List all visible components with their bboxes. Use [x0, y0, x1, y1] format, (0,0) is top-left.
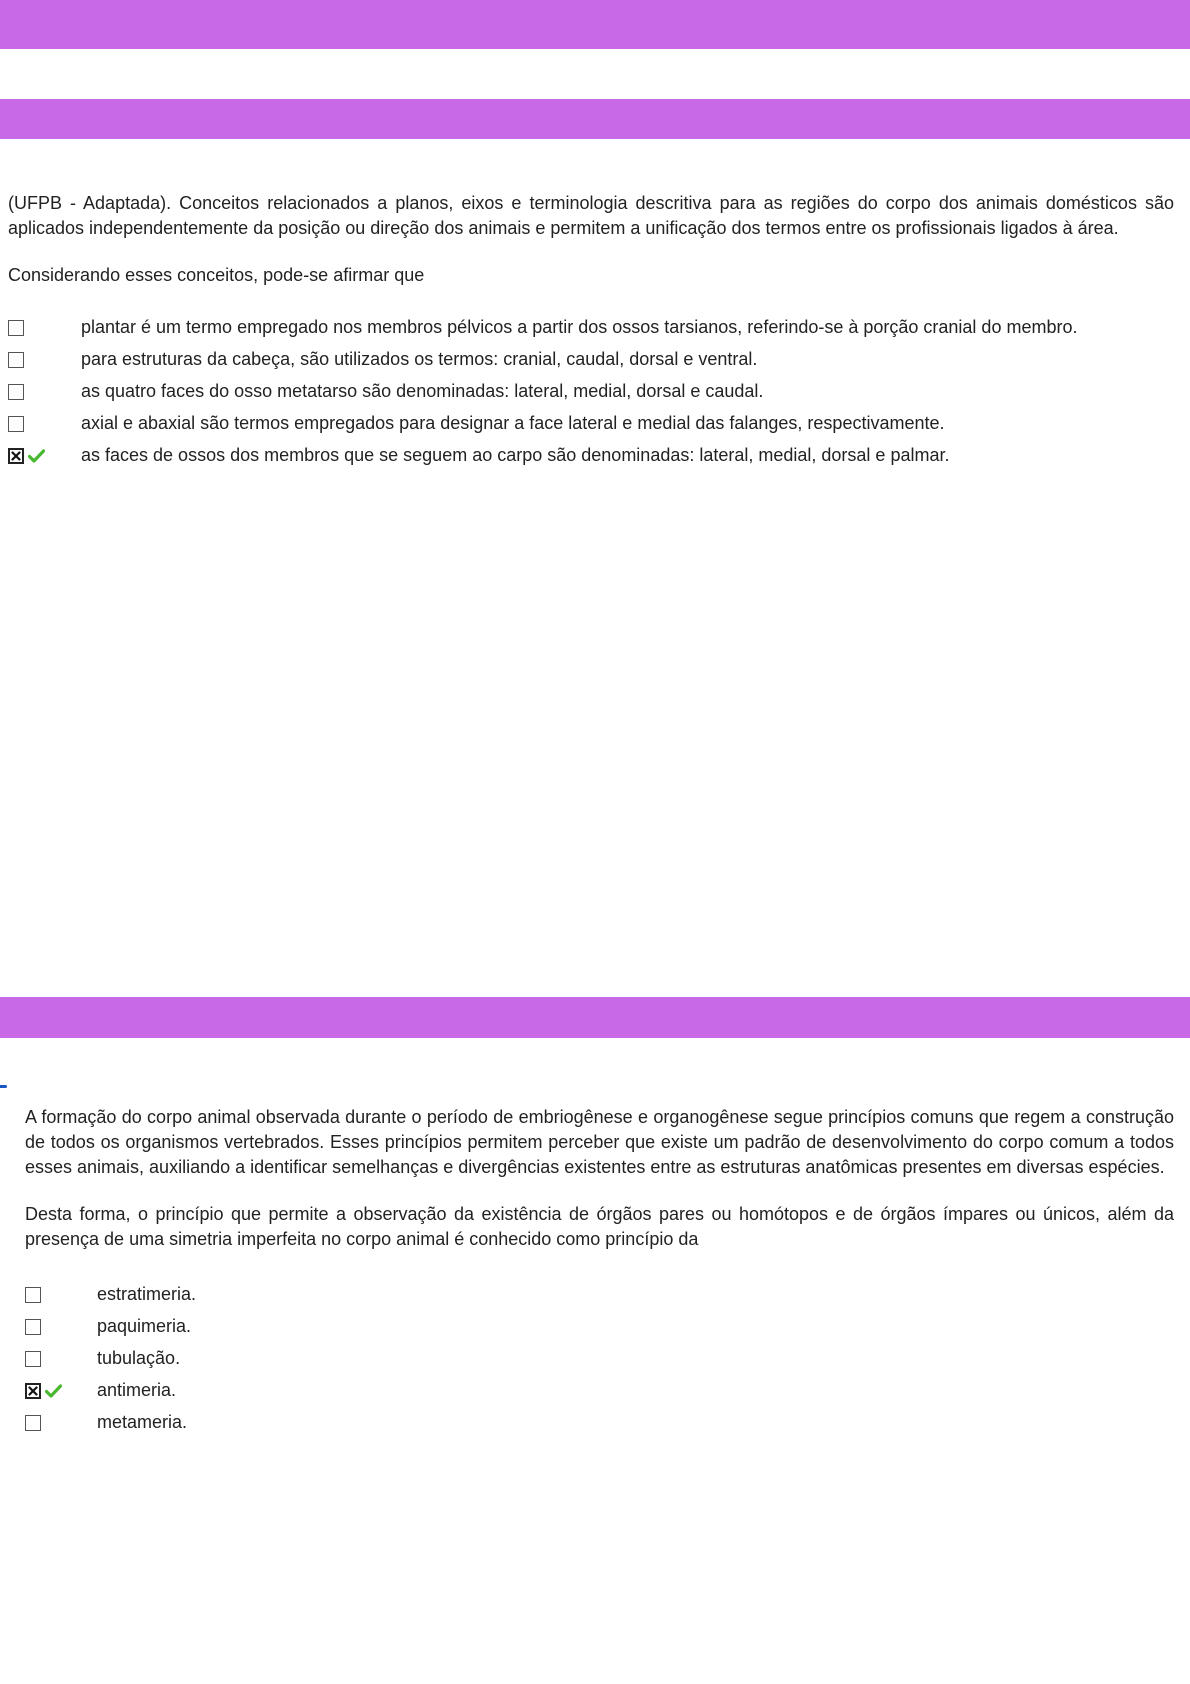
option-mark	[8, 347, 81, 372]
answer-option-selected[interactable]	[8, 443, 1174, 468]
option-text: tubulação.	[97, 1348, 181, 1368]
option-mark	[25, 1346, 97, 1371]
answer-option[interactable]	[25, 1346, 1174, 1371]
option-mark	[25, 1282, 97, 1307]
correct-check-icon	[28, 449, 45, 463]
answer-option[interactable]	[8, 315, 1174, 340]
option-mark	[8, 411, 81, 436]
option-text: as quatro faces do osso metatarso são denominadas: lateral, medial, dorsal e caudal.	[81, 381, 764, 401]
question-2-prompt: Desta forma, o princípio que permite a observação da existência de órgãos pares ou homótopos e de órgãos ímpares ou únicos, além da presença de uma simetria imperfeita no corpo animal é conhecido como princípio da	[25, 1204, 1174, 1249]
correct-check-icon	[45, 1384, 62, 1398]
option-text: axial e abaxial são termos empregados para designar a face lateral e medial das falanges, respectivamente.	[81, 413, 945, 433]
answer-option[interactable]	[8, 411, 1174, 436]
option-mark	[8, 443, 81, 468]
question-1-options	[8, 315, 1174, 468]
option-mark	[25, 1378, 97, 1403]
question-1	[8, 191, 1174, 475]
option-text: as faces de ossos dos membros que se seguem ao carpo são denominadas: lateral, medial, dorsal e palmar.	[81, 445, 950, 465]
option-text: metameria.	[97, 1412, 188, 1432]
option-text: antimeria.	[97, 1380, 177, 1400]
question-1-statement: (UFPB - Adaptada). Conceitos relacionados a planos, eixos e terminologia descritiva para as regiões do corpo dos animais domésticos são aplicados independentemente da posição ou direção dos animais e permitem a unificação dos termos entre os profissionais ligados à área.	[8, 193, 1174, 238]
option-text: paquimeria.	[97, 1316, 192, 1336]
x-mark-icon	[28, 1386, 38, 1396]
empty-checkbox-icon[interactable]	[25, 1351, 41, 1367]
empty-checkbox-icon[interactable]	[8, 384, 24, 400]
question-2-statement: A formação do corpo animal observada durante o período de embriogênese e organogênese segue princípios comuns que regem a construção de todos os organismos vertebrados. Esses princípios permitem perceber que existe um padrão de desenvolvimento do corpo comum a todos esses animais, auxiliando a identificar semelhanças e divergências existentes entre as estruturas anatômicas presentes em diversas espécies.	[25, 1107, 1174, 1177]
empty-checkbox-icon[interactable]	[8, 352, 24, 368]
option-text: plantar é um termo empregado nos membros pélvicos a partir dos ossos tarsianos, referindo-se à porção cranial do membro.	[81, 317, 1078, 337]
empty-checkbox-icon[interactable]	[8, 416, 24, 432]
answer-option[interactable]	[25, 1282, 1174, 1307]
question-2-header-band	[0, 997, 1190, 1038]
x-checkbox-icon[interactable]	[8, 448, 24, 464]
header-band	[0, 0, 1190, 49]
answer-option[interactable]	[25, 1314, 1174, 1339]
option-mark	[25, 1410, 97, 1435]
option-mark	[8, 315, 81, 340]
empty-checkbox-icon[interactable]	[25, 1319, 41, 1335]
answer-option-selected[interactable]	[25, 1378, 1174, 1403]
answer-option[interactable]	[8, 379, 1174, 404]
option-text: para estruturas da cabeça, são utilizados os termos: cranial, caudal, dorsal e ventral.	[81, 349, 758, 369]
empty-checkbox-icon[interactable]	[8, 320, 24, 336]
option-mark	[8, 379, 81, 404]
option-mark	[25, 1314, 97, 1339]
empty-checkbox-icon[interactable]	[25, 1287, 41, 1303]
question-1-header-band	[0, 99, 1190, 139]
x-checkbox-icon[interactable]	[25, 1383, 41, 1399]
question-2	[25, 1105, 1174, 1442]
x-mark-icon	[11, 451, 21, 461]
question-2-options	[25, 1282, 1174, 1435]
empty-checkbox-icon[interactable]	[25, 1415, 41, 1431]
question-1-prompt: Considerando esses conceitos, pode-se afirmar que	[8, 265, 425, 285]
option-text: estratimeria.	[97, 1284, 197, 1304]
answer-option[interactable]	[8, 347, 1174, 372]
answer-option[interactable]	[25, 1410, 1174, 1435]
scroll-marker	[0, 1085, 7, 1088]
